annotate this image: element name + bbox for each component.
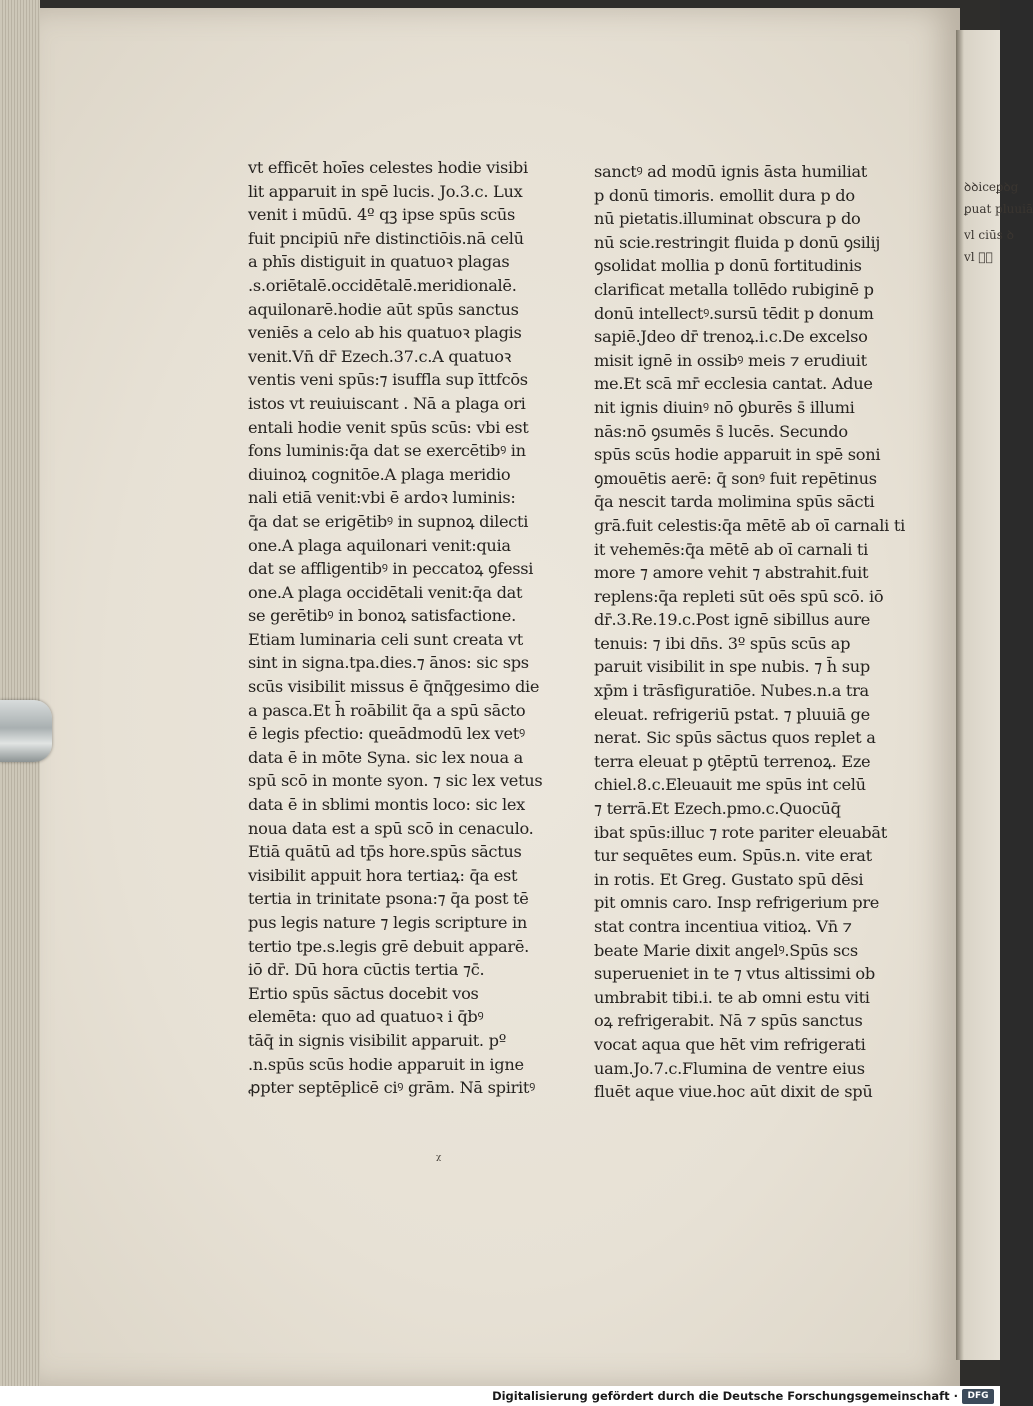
text-line: terra eleuat p ꝯtēptū terrenoꝝ. Eze — [594, 751, 871, 771]
text-line: tāq̄ in signis visibilit apparuit. pº — [248, 1030, 507, 1050]
text-line: pit omnis caro. Insp refrigerium pre — [594, 893, 880, 913]
text-line: ꝓpter septēplicē ciꝰ grām. Nā spiritꝰ — [248, 1078, 535, 1098]
text-line: tenuis: ⁊ ibi dn̄s. 3º spūs scūs ap — [594, 633, 851, 653]
text-line: pus legis nature ⁊ legis scripture in — [248, 913, 527, 932]
text-line: q̄a dat se erigētibꝰ in supnoꝝ dilecti — [248, 511, 529, 531]
text-line: grā.fuit celestis:q̄a mētē ab oī carnali ti — [594, 515, 905, 535]
text-line: replens:q̄a repleti sūt oēs spū scō. iō — [594, 586, 884, 606]
text-line: fuit pncipiū nr̄e distinctiōis.nā celū — [248, 228, 524, 248]
text-line: clarificat metalla tollēdo rubiginē p — [594, 279, 874, 299]
text-line: spū scō in monte syon. ⁊ sic lex vetus — [248, 771, 543, 791]
text-line: Etiam luminaria celi sunt creata vt — [248, 629, 524, 649]
text-line: venit.Vn̄ dr̄ Ezech.37.c.A quatuoꝛ — [248, 346, 512, 366]
page-mark: ᵡ — [436, 1152, 442, 1168]
text-line: scūs visibilit missus ē q̄nq̄gesimo die — [248, 677, 540, 697]
text-line: one.A plaga aquilonari venit:quia — [248, 535, 511, 555]
text-line: vt efficēt hoīes celestes hodie visibi — [248, 158, 528, 177]
text-line: q̄a nescit tarda molimina spūs sācti — [594, 492, 875, 512]
text-line: tertia in trinitate psona:⁊ q̄a post tē — [248, 889, 529, 909]
text-line: stat contra incentiua vitioꝝ. Vn̄ ⁊ — [594, 917, 852, 936]
funding-notice: Digitalisierung gefördert durch die Deutsche Forschungsgemeinschaft · — [492, 1389, 958, 1403]
text-line: data ē in mōte Syna. sic lex noua a — [248, 747, 523, 767]
dfg-logo: DFG — [962, 1389, 994, 1404]
text-line: spūs scūs hodie apparuit in spē soni — [594, 445, 881, 465]
text-line: iō dr̄. Dū hora cūctis tertia ⁊c̄. — [248, 960, 485, 980]
text-line: diuinoꝝ cognitōe.A plaga meridio — [248, 464, 511, 484]
text-line: ꝯsolidat mollia p donū fortitudinis — [594, 256, 862, 276]
text-line: fluēt aque viue.hoc aūt dixit de spū — [594, 1082, 873, 1102]
text-line: nū pietatis.illuminat obscura p do — [594, 209, 861, 229]
facing-page-fragment: vl ciūs ꝺ — [964, 228, 1014, 242]
facing-page-fragment: ꝺꝺiceꝑꝺg — [964, 180, 1019, 194]
text-line: p donū timoris. emollit dura p do — [594, 185, 855, 205]
text-line: elemēta: quo ad quatuoꝛ i q̄bꝰ — [248, 1007, 484, 1027]
text-line: one.A plaga occidētali venit:q̄a dat — [248, 582, 523, 602]
text-line: a phīs distiguit in quatuoꝛ plagas — [248, 252, 510, 272]
text-line: donū intellectꝰ.sursū tēdit p donum — [594, 303, 874, 323]
facing-page-fragment: vl ꝑͦ — [964, 250, 993, 264]
facing-page-fragment: ꝑuat pluuiā — [964, 202, 1033, 216]
text-line: ventis veni spūs:⁊ isuffla sup īttfcōs — [248, 370, 528, 390]
text-line: veniēs a celo ab his quatuoꝛ plagis — [248, 323, 522, 343]
text-line: xp̄m i trāsfiguratiōe. Nubes.n.a tra — [594, 681, 869, 701]
text-line: uam.Jo.7.c.Flumina de ventre eius — [594, 1058, 865, 1078]
text-line: ꝯmouētis aerē: q̄ sonꝰ fuit repētinus — [594, 468, 877, 488]
text-line: tertio tpe.s.legis grē debuit apparē. — [248, 936, 529, 956]
text-line: entali hodie venit spūs scūs: vbi est — [248, 417, 529, 437]
text-line: noua data est a spū scō in cenaculo. — [248, 818, 534, 838]
text-line: in rotis. Et Greg. Gustato spū dēsi — [594, 869, 864, 889]
text-line: nās:nō ꝯsumēs s̄ lucēs. Secundo — [594, 421, 848, 441]
text-line: dr̄.3.Re.19.c.Post ignē sibillus aure — [594, 610, 871, 630]
text-line: Ertio spūs sāctus docebit vos — [248, 983, 479, 1003]
text-line: beate Marie dixit angelꝰ.Spūs scs — [594, 940, 858, 960]
text-line: sapiē.Jdeo dr̄ trenoꝝ.i.c.De excelso — [594, 327, 868, 347]
text-line: tur sequētes eum. Spūs.n. vite erat — [594, 846, 872, 866]
text-line: .s.oriētalē.occidētalē.meridionalē. — [248, 275, 517, 295]
book-clasp — [0, 700, 52, 762]
text-line: eleuat. refrigeriū pstat. ⁊ pluuiā ge — [594, 704, 870, 724]
facing-page-edge — [956, 30, 1033, 1360]
text-line: venit i mūdū. 4º qꝫ ipse spūs scūs — [248, 205, 516, 225]
text-line: Etiā quātū ad tp̄s hore.spūs sāctus — [248, 842, 522, 862]
text-line: visibilit appuit hora tertiaꝝ: q̄a est — [248, 865, 518, 885]
text-column-right — [594, 160, 905, 1104]
text-line: sanctꝰ ad modū ignis āsta humiliat — [594, 162, 868, 181]
text-line: oꝝ refrigerabit. Nā ⁊ spūs sanctus — [594, 1011, 863, 1031]
text-line: nū scie.restringit fluida p donū ꝯsilij — [594, 232, 881, 252]
text-line: nit ignis diuinꝰ nō ꝯburēs s̄ illumi — [594, 397, 855, 417]
text-line: se gerētibꝰ in bonoꝝ satisfactione. — [248, 606, 516, 626]
text-line: ibat spūs:illuc ⁊ rote pariter eleuabāt — [594, 822, 887, 842]
text-column-left — [248, 156, 558, 1100]
text-line: nerat. Sic spūs sāctus quos replet a — [594, 728, 876, 748]
text-line: misit ignē in ossibꝰ meis ⁊ erudiuit — [594, 350, 867, 370]
text-line: umbrabit tibi.i. te ab omni estu viti — [594, 987, 870, 1007]
text-line: chiel.8.c.Eleuauit me spūs int celū — [594, 775, 866, 795]
text-line: aquilonarē.hodie aūt spūs sanctus — [248, 299, 519, 319]
text-line: superueniet in te ⁊ vtus altissimi ob — [594, 964, 875, 984]
text-line: a pasca.Et h̄ roābilit q̄a a spū sācto — [248, 700, 526, 720]
footer-bar — [0, 1386, 1000, 1406]
text-line: me.Et scā mr̄ ecclesia cantat. Adue — [594, 374, 873, 394]
text-line: nali etiā venit:vbi ē ardoꝛ luminis: — [248, 488, 516, 508]
text-line: istos vt reuiuiscant . Nā a plaga ori — [248, 393, 526, 413]
text-line: dat se affligentibꝰ in peccatoꝝ ꝯfessi — [248, 559, 534, 579]
text-line: fons luminis:q̄a dat se exercētibꝰ in — [248, 441, 526, 461]
text-line: it vehemēs:q̄a mētē ab oī carnali ti — [594, 539, 869, 559]
text-line: vocat aqua que hēt vim refrigerati — [594, 1034, 866, 1054]
text-line: sint in signa.tpa.dies.⁊ ānos: sic sps — [248, 653, 529, 673]
text-line: more ⁊ amore vehit ⁊ abstrahit.fuit — [594, 563, 869, 583]
text-line: data ē in sblimi montis loco: sic lex — [248, 795, 525, 815]
text-line: ē legis pfectio: queādmodū lex vetꝰ — [248, 724, 525, 744]
text-line: lit apparuit in spē lucis. Jo.3.c. Lux — [248, 181, 523, 201]
text-line: paruit visibilit in spe nubis. ⁊ h̄ sup — [594, 657, 870, 677]
text-line: ⁊ terrā.Et Ezech.pmo.c.Quocūq̄ — [594, 799, 841, 819]
text-line: .n.spūs scūs hodie apparuit in igne — [248, 1054, 524, 1074]
book-page-edges — [0, 0, 40, 1386]
